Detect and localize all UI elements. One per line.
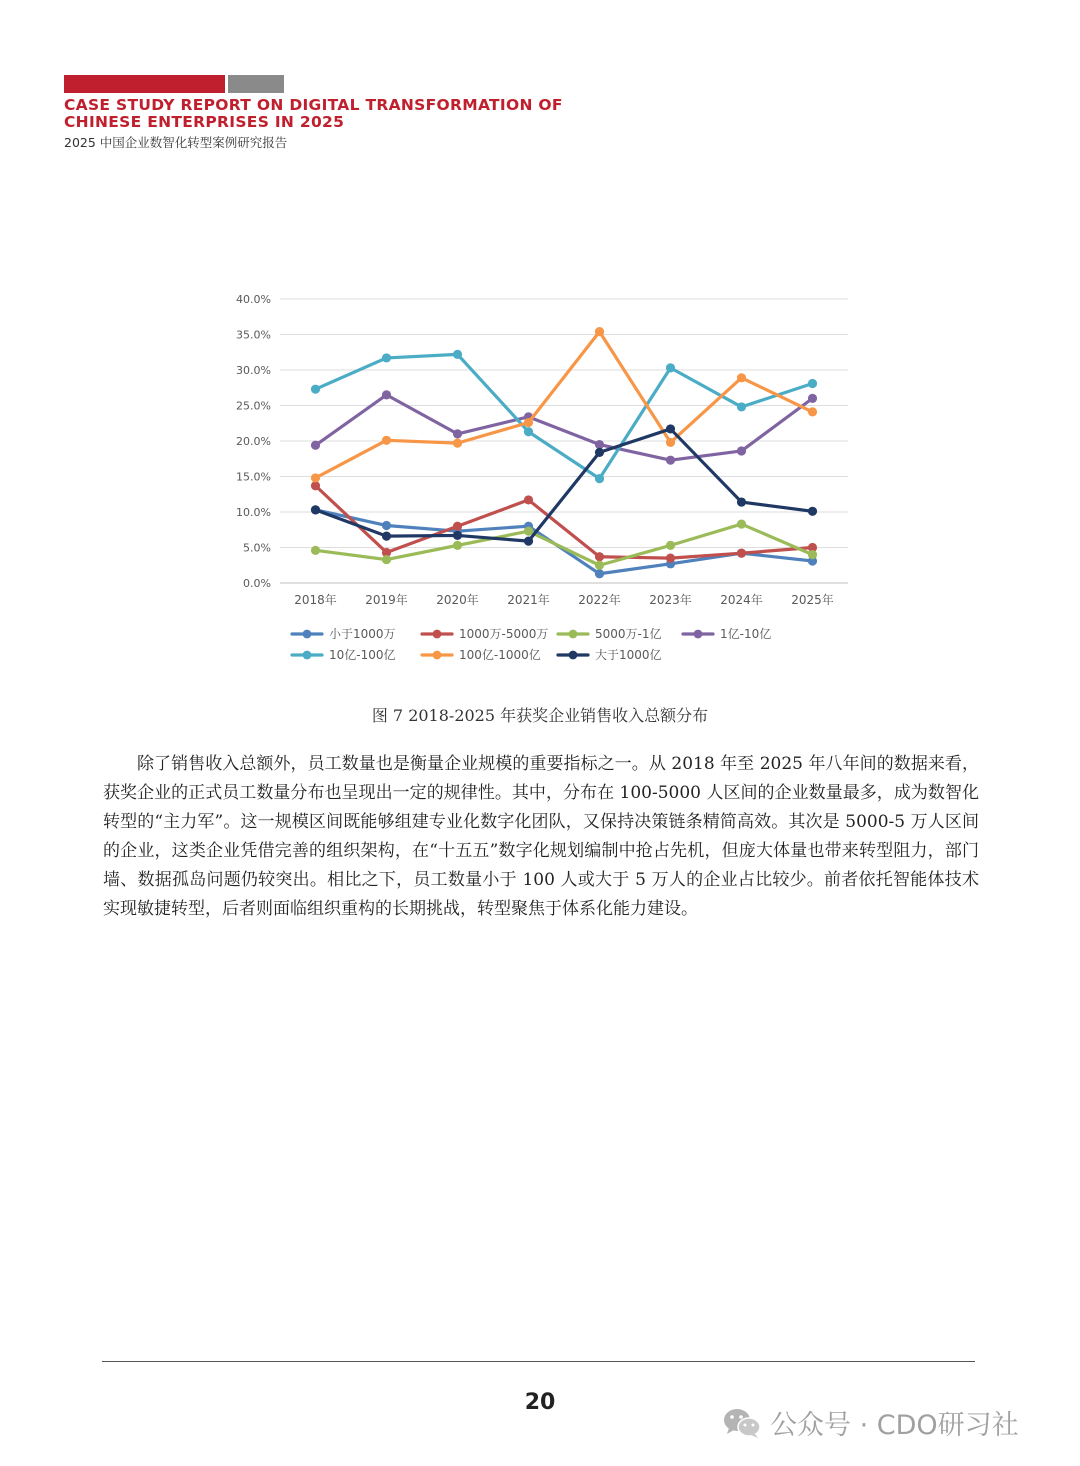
report-title-cn: 2025 中国企业数智化转型案例研究报告 [64,135,288,150]
report-title-en-line2: CHINESE ENTERPRISES IN 2025 [64,113,345,131]
data-point [808,394,817,403]
legend-marker [569,630,578,639]
data-point [737,549,746,558]
data-point [311,385,320,394]
sales-revenue-line-chart [220,285,860,675]
series-line-0 [316,510,813,574]
y-tick-label: 25.0% [236,399,271,413]
x-tick-label: 2018年 [294,593,337,607]
legend-label: 10亿-100亿 [329,648,396,662]
data-point [453,541,462,550]
x-tick-label: 2022年 [578,593,621,607]
body-paragraph: 除了销售收入总额外，员工数量也是衡量企业规模的重要指标之一。从 2018 年至 2025 年八年间的数据来看，获奖企业的正式员工数量分布也呈现出一定的规律性。其中，分布在 100-5000 人区间的企业数量最多，成为数智化转型的“主力军”。这一规模区间既能够组建专业化数字化团队，又保持决策链条精简高效。其次是 5000-5 万人区间的企业，这类企业凭借完善的组织架构，在“十五五”数字化规划编制中抢占先机，但庞大体量也带来转型阻力，部门墙、数据孤岛问题仍较突出。相比之下，员工数量小于 100 人或大于 5 万人的企业占比较少。前者依托智能体技术实现敏捷转型，后者则面临组织重构的长期挑战，转型聚焦于体系化能力建设。 [103,754,979,919]
legend-marker [569,651,578,660]
watermark [722,1403,1019,1442]
data-point [382,555,391,564]
legend-marker [303,630,312,639]
y-tick-label: 5.0% [243,541,271,555]
data-point [808,407,817,416]
data-point [595,569,604,578]
data-point [666,541,675,550]
data-point [666,456,675,465]
data-point [524,495,533,504]
watermark-text: 公众号 · CDO研习社 [770,1410,1019,1441]
data-point [524,427,533,436]
legend-label: 5000万-1亿 [595,627,662,641]
data-point [737,497,746,506]
data-point [524,537,533,546]
x-tick-label: 2025年 [791,593,834,607]
data-point [737,373,746,382]
data-point [453,439,462,448]
data-point [737,402,746,411]
data-point [382,436,391,445]
legend-marker [694,630,703,639]
data-point [311,505,320,514]
x-tick-label: 2019年 [365,593,408,607]
y-tick-label: 35.0% [236,328,271,342]
data-point [311,546,320,555]
data-point [311,441,320,450]
y-tick-label: 0.0% [243,577,271,590]
y-tick-label: 20.0% [236,435,271,448]
data-point [666,363,675,372]
data-point [595,561,604,570]
header-gray-bar [228,75,284,93]
data-point [382,353,391,362]
data-point [524,527,533,536]
data-point [595,474,604,483]
footer-divider [102,1361,975,1362]
data-point [666,438,675,447]
legend-label: 小于1000万 [329,627,396,641]
data-point [595,448,604,457]
legend-label: 大于1000亿 [595,648,662,662]
x-tick-label: 2024年 [720,593,763,607]
data-point [453,531,462,540]
data-point [737,519,746,528]
legend-label: 100亿-1000亿 [459,648,541,662]
data-point [666,554,675,563]
series-line-4 [316,354,813,478]
y-tick-label: 40.0% [236,293,271,306]
data-point [453,429,462,438]
report-title-en [64,97,563,131]
data-point [382,521,391,530]
data-point [453,350,462,359]
data-point [737,446,746,455]
x-tick-label: 2021年 [507,593,550,607]
data-point [453,522,462,531]
legend-marker [433,651,442,660]
data-point [595,552,604,561]
data-point [808,379,817,388]
data-point [808,507,817,516]
y-tick-label: 15.0% [236,470,271,484]
header-red-bar [64,75,225,93]
data-point [382,532,391,541]
y-tick-label: 30.0% [236,364,271,377]
report-title-en-line1: CASE STUDY REPORT ON DIGITAL TRANSFORMATION OF [64,96,563,114]
data-point [666,424,675,433]
legend-label: 1亿-10亿 [720,627,772,641]
legend-label: 1000万-5000万 [459,627,549,641]
wechat-icon [722,1406,762,1440]
x-tick-label: 2020年 [436,593,479,607]
y-tick-label: 10.0% [236,506,271,519]
data-point [311,473,320,482]
data-point [382,390,391,399]
legend-marker [303,651,312,660]
figure-caption: 图 7 2018-2025 年获奖企业销售收入总额分布 [371,706,709,725]
data-point [524,418,533,427]
data-point [595,327,604,336]
page-number: 20 [524,1390,556,1415]
legend-marker [433,630,442,639]
x-tick-label: 2023年 [649,593,692,607]
data-point [808,550,817,559]
